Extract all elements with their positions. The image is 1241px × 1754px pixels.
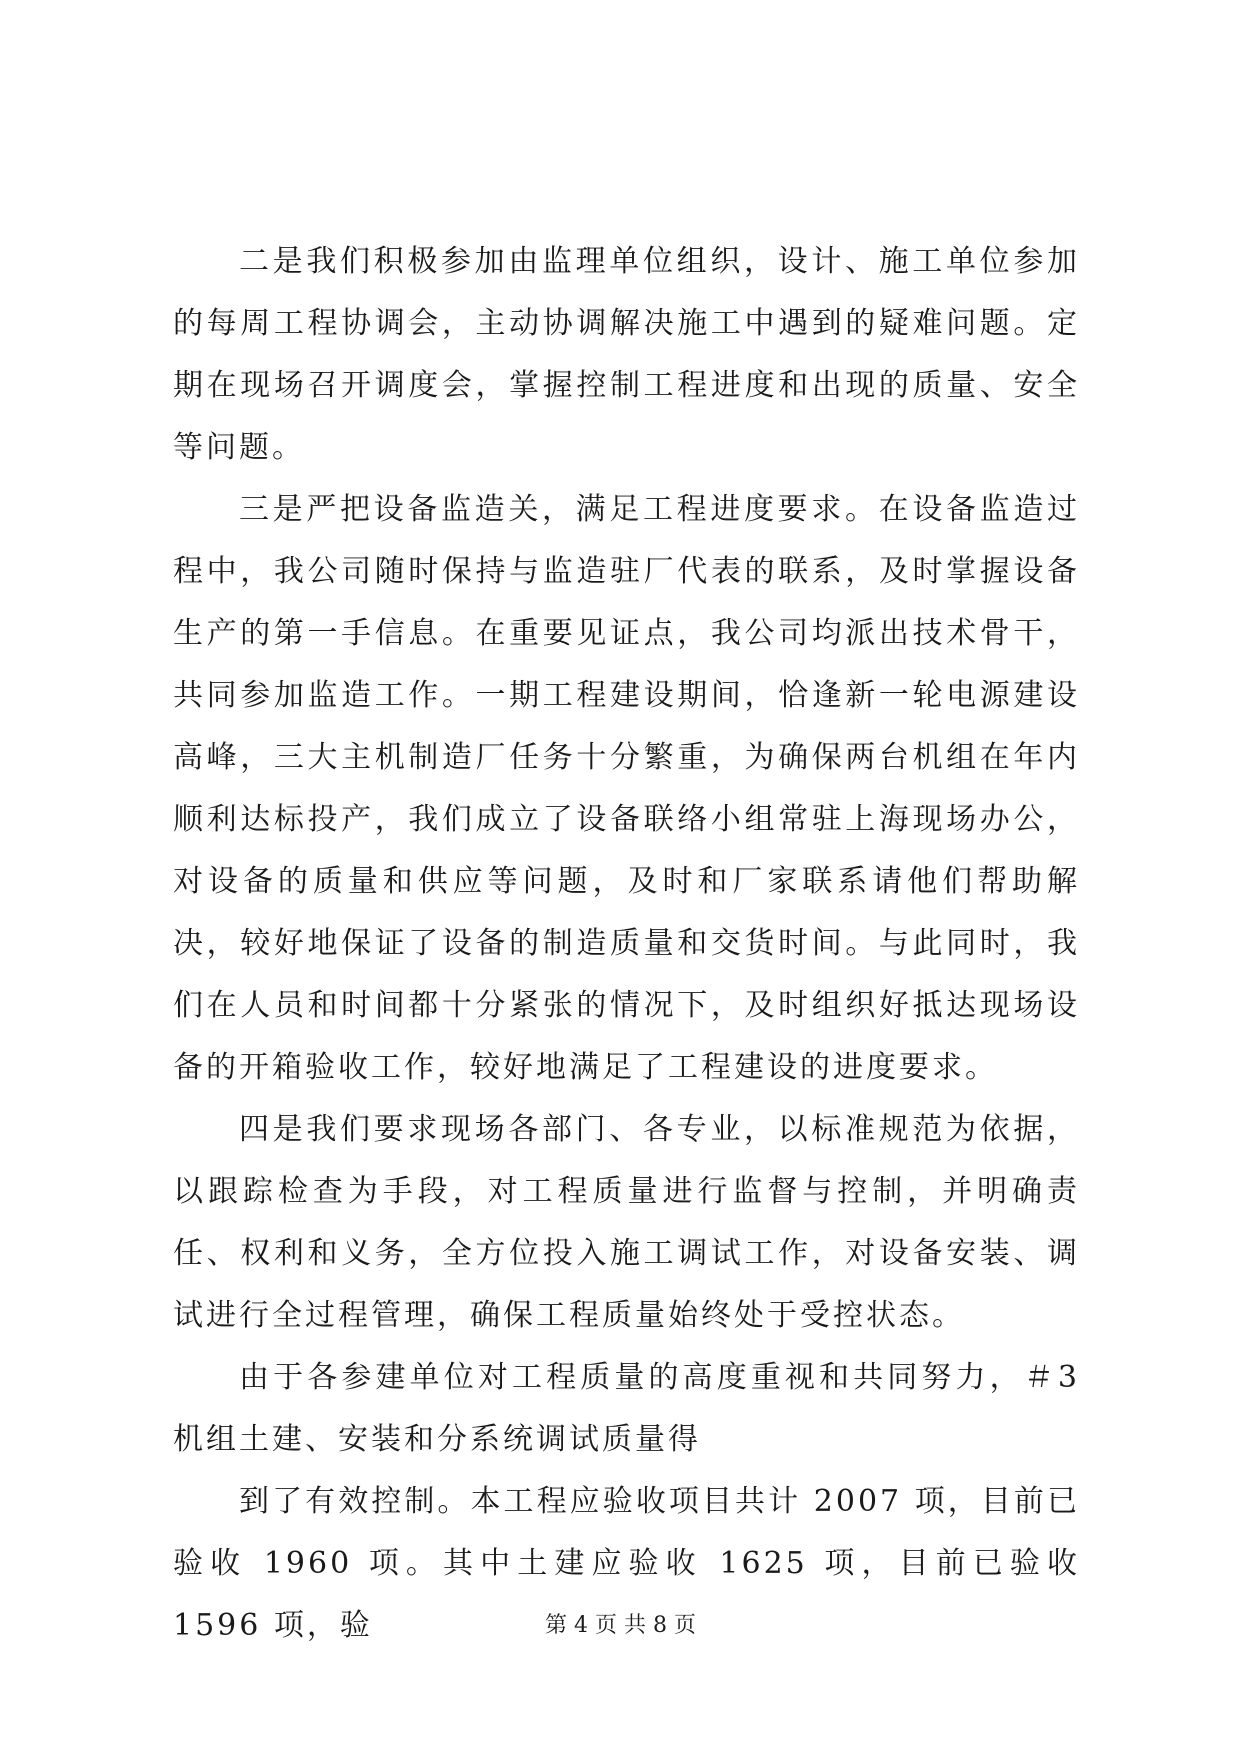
paragraph-2: 三是严把设备监造关，满足工程进度要求。在设备监造过程中，我公司随时保持与监造驻厂代表的联系，及时掌握设备生产的第一手信息。在重要见证点，我公司均派出技术骨干，共同参加监造工作。一期工程建设期间，恰逢新一轮电源建设高峰，三大主机制造厂任务十分繁重，为确保两台机组在年内顺利达标投产，我们成立了设备联络小组常驻上海现场办公，对设备的质量和供应等问题，及时和厂家联系请他们帮助解决，较好地保证了设备的制造质量和交货时间。与此同时，我们在人员和时间都十分紧张的情况下，及时组织好抵达现场设备的开箱验收工作，较好地满足了工程建设的进度要求。 <box>173 492 1080 1085</box>
paragraph-1: 二是我们积极参加由监理单位组织，设计、施工单位参加的每周工程协调会，主动协调解决施工中遇到的疑难问题。定期在现场召开调度会，掌握控制工程进度和出现的质量、安全等问题。 <box>173 244 1080 465</box>
document-body <box>173 231 1080 1657</box>
paragraph-3: 四是我们要求现场各部门、各专业，以标准规范为依据，以跟踪检查为手段，对工程质量进行监督与控制，并明确责任、权利和义务，全方位投入施工调试工作，对设备安装、调试进行全过程管理，确保工程质量始终处于受控状态。 <box>173 1112 1080 1333</box>
page-footer <box>0 1608 1241 1639</box>
page-number: 第 4 页 共 8 页 <box>545 1613 696 1638</box>
paragraph-4: 由于各参建单位对工程质量的高度重视和共同努力，＃3机组土建、安装和分系统调试质量得 <box>173 1360 1080 1457</box>
paragraph-5: 到了有效控制。本工程应验收项目共计 2007 项，目前已验收 1960 项。其中土建应验收 1625 项，目前已验收 1596 项，验 <box>173 1484 1080 1643</box>
